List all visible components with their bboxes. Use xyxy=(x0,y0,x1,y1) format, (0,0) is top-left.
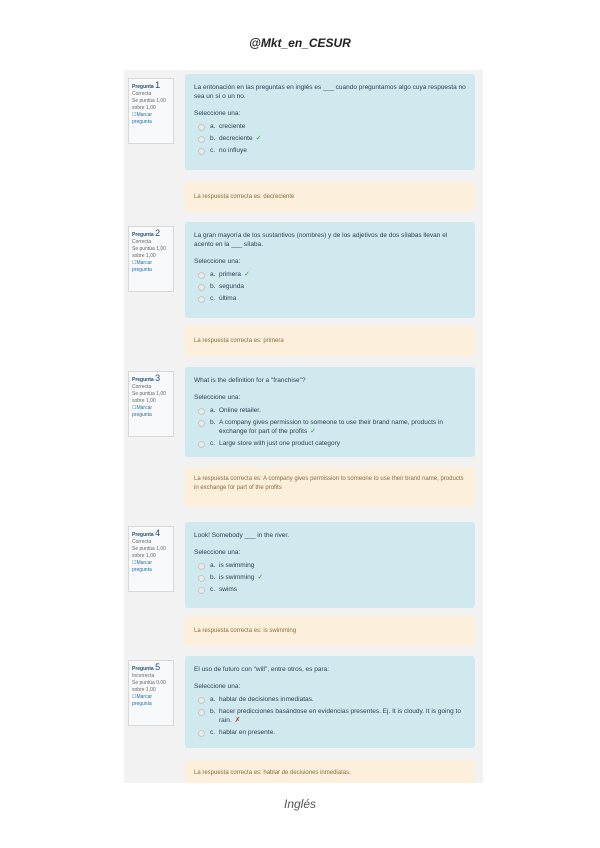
check-icon: ✓ xyxy=(255,135,262,142)
flag-icon: ☐ xyxy=(132,260,137,266)
radio-button[interactable] xyxy=(198,697,205,704)
flag-icon: ☐ xyxy=(132,694,137,700)
answer-option[interactable]: a. is swimming xyxy=(198,561,466,570)
question-info xyxy=(128,371,174,437)
radio-button[interactable] xyxy=(198,563,205,570)
answer-option[interactable]: c. no influye xyxy=(198,146,466,155)
answer-option[interactable]: a. Online retailer. xyxy=(198,406,466,415)
question-content xyxy=(185,222,475,318)
question-status: Correcta xyxy=(132,239,152,245)
radio-button[interactable] xyxy=(198,272,205,279)
document-footer: Inglés xyxy=(283,797,317,811)
question-score: Se puntúa 1,00 sobre 1,00 xyxy=(132,391,166,404)
question-info xyxy=(128,526,174,592)
answer-option[interactable]: c. hablar en presente. xyxy=(198,728,466,737)
question-number: 4 xyxy=(155,528,161,538)
question-number: 1 xyxy=(155,80,161,90)
question-info xyxy=(128,660,174,726)
correct-answer-feedback: La respuesta correcta es: is swimming xyxy=(185,616,475,646)
question-label: Pregunta xyxy=(132,232,154,238)
question-label: Pregunta xyxy=(132,84,154,90)
answer-option[interactable]: b. decreciente ✓ xyxy=(198,134,466,143)
answer-option[interactable]: a. primera ✓ xyxy=(198,270,466,279)
question-status: Correcta xyxy=(132,539,152,545)
quiz-review-area xyxy=(124,70,483,783)
question-status: Correcta xyxy=(132,91,152,97)
radio-button[interactable] xyxy=(198,284,205,291)
correct-answer-feedback: La respuesta correcta es: primera xyxy=(185,326,475,356)
document-header: @Mkt_en_CESUR xyxy=(249,36,351,50)
question-prompt: La entonación en las preguntas en inglés es ___ cuando preguntamos algo cuya respuesta no sea un sí o un no. xyxy=(194,84,466,100)
select-label: Seleccione una: xyxy=(194,258,241,265)
question-prompt: What is the definition for a "franchise"? xyxy=(194,377,306,384)
question-score: Se puntúa 0,00 sobre 1,00 xyxy=(132,680,166,693)
flag-question-link[interactable]: ☐Marcar pregunta xyxy=(132,260,153,273)
answer-option[interactable]: b. segunda xyxy=(198,282,466,291)
question-prompt: Look! Somebody ___ in the river. xyxy=(194,532,290,539)
question-content xyxy=(185,74,475,170)
radio-button[interactable] xyxy=(198,441,205,448)
correct-answer-feedback: La respuesta correcta es: hablar de decisiones inmediatas. xyxy=(185,760,475,783)
flag-question-link[interactable]: ☐Marcar pregunta xyxy=(132,694,153,707)
correct-answer-feedback: La respuesta correcta es: decreciente xyxy=(185,182,475,212)
radio-button[interactable] xyxy=(198,587,205,594)
question-prompt: La gran mayoría de los sustantivos (nombres) y de los adjetivos de dos sílabas llevan el acento en la ___ sílaba. xyxy=(194,232,448,248)
question-label: Pregunta xyxy=(132,666,154,672)
question-status: Incorrecta xyxy=(132,673,155,679)
question-label: Pregunta xyxy=(132,532,154,538)
question-content xyxy=(185,656,475,748)
question-score: Se puntúa 1,00 sobre 1,00 xyxy=(132,98,166,111)
select-label: Seleccione una: xyxy=(194,549,241,556)
answer-option[interactable]: c. swims xyxy=(198,585,466,594)
flag-question-link[interactable]: ☐Marcar pregunta xyxy=(132,560,153,573)
answer-option[interactable]: c. última xyxy=(198,294,466,303)
answer-option[interactable]: a. hablar de decisiones inmediatas. xyxy=(198,695,466,704)
radio-button[interactable] xyxy=(198,136,205,143)
radio-button[interactable] xyxy=(198,730,205,737)
check-icon: ✓ xyxy=(310,428,317,435)
flag-question-link[interactable]: ☐Marcar pregunta xyxy=(132,405,153,418)
question-number: 3 xyxy=(155,373,161,383)
answer-option[interactable]: b. A company gives permission to someone to use their brand name, products in exchange for part of the profits ✓ xyxy=(198,418,466,436)
question-label: Pregunta xyxy=(132,377,154,383)
question-content xyxy=(185,367,475,457)
question-number: 5 xyxy=(155,662,161,672)
select-label: Seleccione una: xyxy=(194,110,241,117)
question-status: Correcta xyxy=(132,384,152,390)
cross-icon: ✗ xyxy=(234,717,241,724)
answer-option[interactable]: b. hacer predicciones basándose en evidencias presentes. Ej. It is cloudy. It is going to rain. ✗ xyxy=(198,707,466,725)
question-score: Se puntúa 1,00 sobre 1,00 xyxy=(132,546,166,559)
select-label: Seleccione una: xyxy=(194,683,241,690)
question-number: 2 xyxy=(155,228,161,238)
check-icon: ✓ xyxy=(257,574,264,581)
flag-icon: ☐ xyxy=(132,405,137,411)
radio-button[interactable] xyxy=(198,575,205,582)
question-prompt: El uso de futuro con "will", entre otros, es para: xyxy=(194,666,330,673)
question-info xyxy=(128,226,174,292)
radio-button[interactable] xyxy=(198,124,205,131)
question-score: Se puntúa 1,00 sobre 1,00 xyxy=(132,246,166,259)
answer-option[interactable]: b. is swimming ✓ xyxy=(198,573,466,582)
question-content xyxy=(185,522,475,608)
answer-option[interactable]: a. creciente xyxy=(198,122,466,131)
radio-button[interactable] xyxy=(198,148,205,155)
radio-button[interactable] xyxy=(198,408,205,415)
flag-question-link[interactable]: ☐Marcar pregunta xyxy=(132,112,153,125)
select-label: Seleccione una: xyxy=(194,394,241,401)
correct-answer-feedback: La respuesta correcta es: A company gives permission to someone to use their brand name, products in exchange for part of the profits xyxy=(185,467,475,507)
question-info xyxy=(128,78,174,144)
answer-option[interactable]: c. Large store with just one product category xyxy=(198,439,466,448)
flag-icon: ☐ xyxy=(132,560,137,566)
radio-button[interactable] xyxy=(198,296,205,303)
flag-icon: ☐ xyxy=(132,112,137,118)
radio-button[interactable] xyxy=(198,420,205,427)
radio-button[interactable] xyxy=(198,709,205,716)
check-icon: ✓ xyxy=(244,271,250,278)
